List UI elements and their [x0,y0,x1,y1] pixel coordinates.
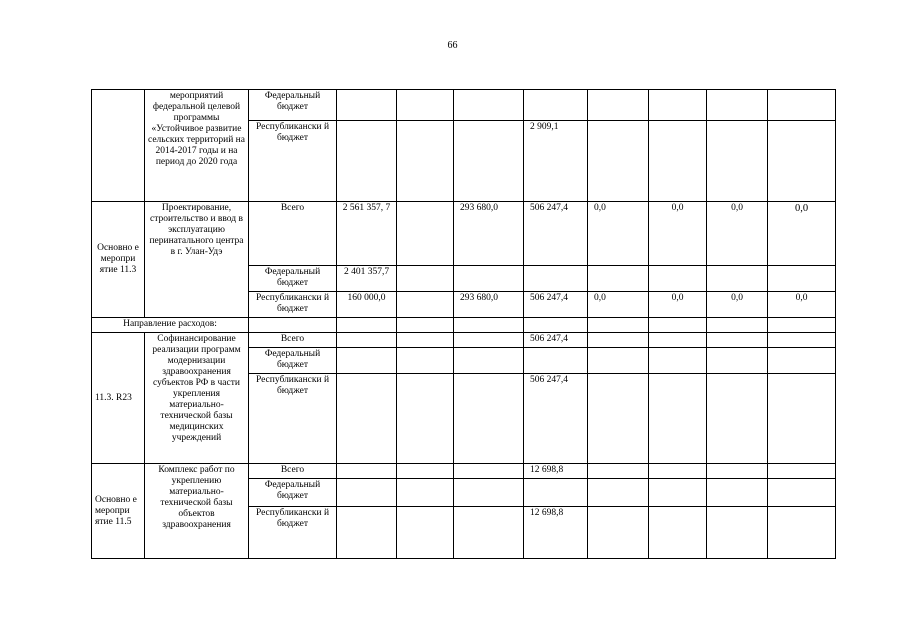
source-cell: Всего [249,202,337,266]
source-cell: Всего [249,464,337,479]
value-cell: 0,0 [768,202,836,266]
value-cell: 12 698,8 [524,464,588,479]
value-cell: 506 247,4 [524,202,588,266]
value-cell: 0,0 [649,292,707,318]
page-number: 66 [447,40,458,51]
event-name-cell: мероприятий федеральной целевой программы «Устойчивое развитие сельских территорий на 2014-2017 годы и на период до 2020 года [145,90,249,202]
value-cell: 12 698,8 [524,507,588,559]
table-row [92,464,836,479]
source-cell: Всего [249,333,337,348]
table-row [92,90,836,121]
budget-table [91,89,836,559]
table-row [92,318,836,333]
value-cell: 0,0 [707,292,768,318]
value-cell: 506 247,4 [524,374,588,464]
event-name-cell: Проектирование, строительство и ввод в эксплуатацию перинатального центра в г. Улан-Удэ [145,202,249,318]
code-cell: Основно е меропри ятие 11.5 [92,464,145,559]
table-row [92,202,836,266]
direction-label: Направление расходов: [92,318,249,333]
value-cell: 160 000,0 [337,292,397,318]
source-cell: Федеральный бюджет [249,266,337,292]
value-cell: 293 680,0 [454,202,524,266]
source-cell: Республикански й бюджет [249,292,337,318]
value-cell: 0,0 [707,202,768,266]
event-name-cell: Комплекс работ по укреплению материально-технической базы объектов здравоохранения [145,464,249,559]
source-cell: Республикански й бюджет [249,507,337,559]
source-cell: Республикански й бюджет [249,121,337,202]
value-cell: 0,0 [588,292,649,318]
code-cell: Основно е меропри ятие 11.3 [92,202,145,318]
value-cell: 0,0 [649,202,707,266]
table-row [92,333,836,348]
value-cell: 2 909,1 [524,121,588,202]
code-cell: 11.3. R23 [92,333,145,464]
value-cell: 506 247,4 [524,333,588,348]
source-cell: Федеральный бюджет [249,90,337,121]
source-cell: Республикански й бюджет [249,374,337,464]
value-cell: 293 680,0 [454,292,524,318]
source-cell: Федеральный бюджет [249,348,337,374]
value-cell: 2 561 357, 7 [337,202,397,266]
value-cell: 506 247,4 [524,292,588,318]
value-cell: 0,0 [588,202,649,266]
code-cell [92,90,145,202]
event-name-cell: Софинансирование реализации программ модернизации здравоохранения субъектов РФ в части укрепления материально-технической базы медицинских учреждений [145,333,249,464]
source-cell: Федеральный бюджет [249,479,337,507]
value-cell: 0,0 [768,292,836,318]
value-cell: 2 401 357,7 [337,266,397,292]
